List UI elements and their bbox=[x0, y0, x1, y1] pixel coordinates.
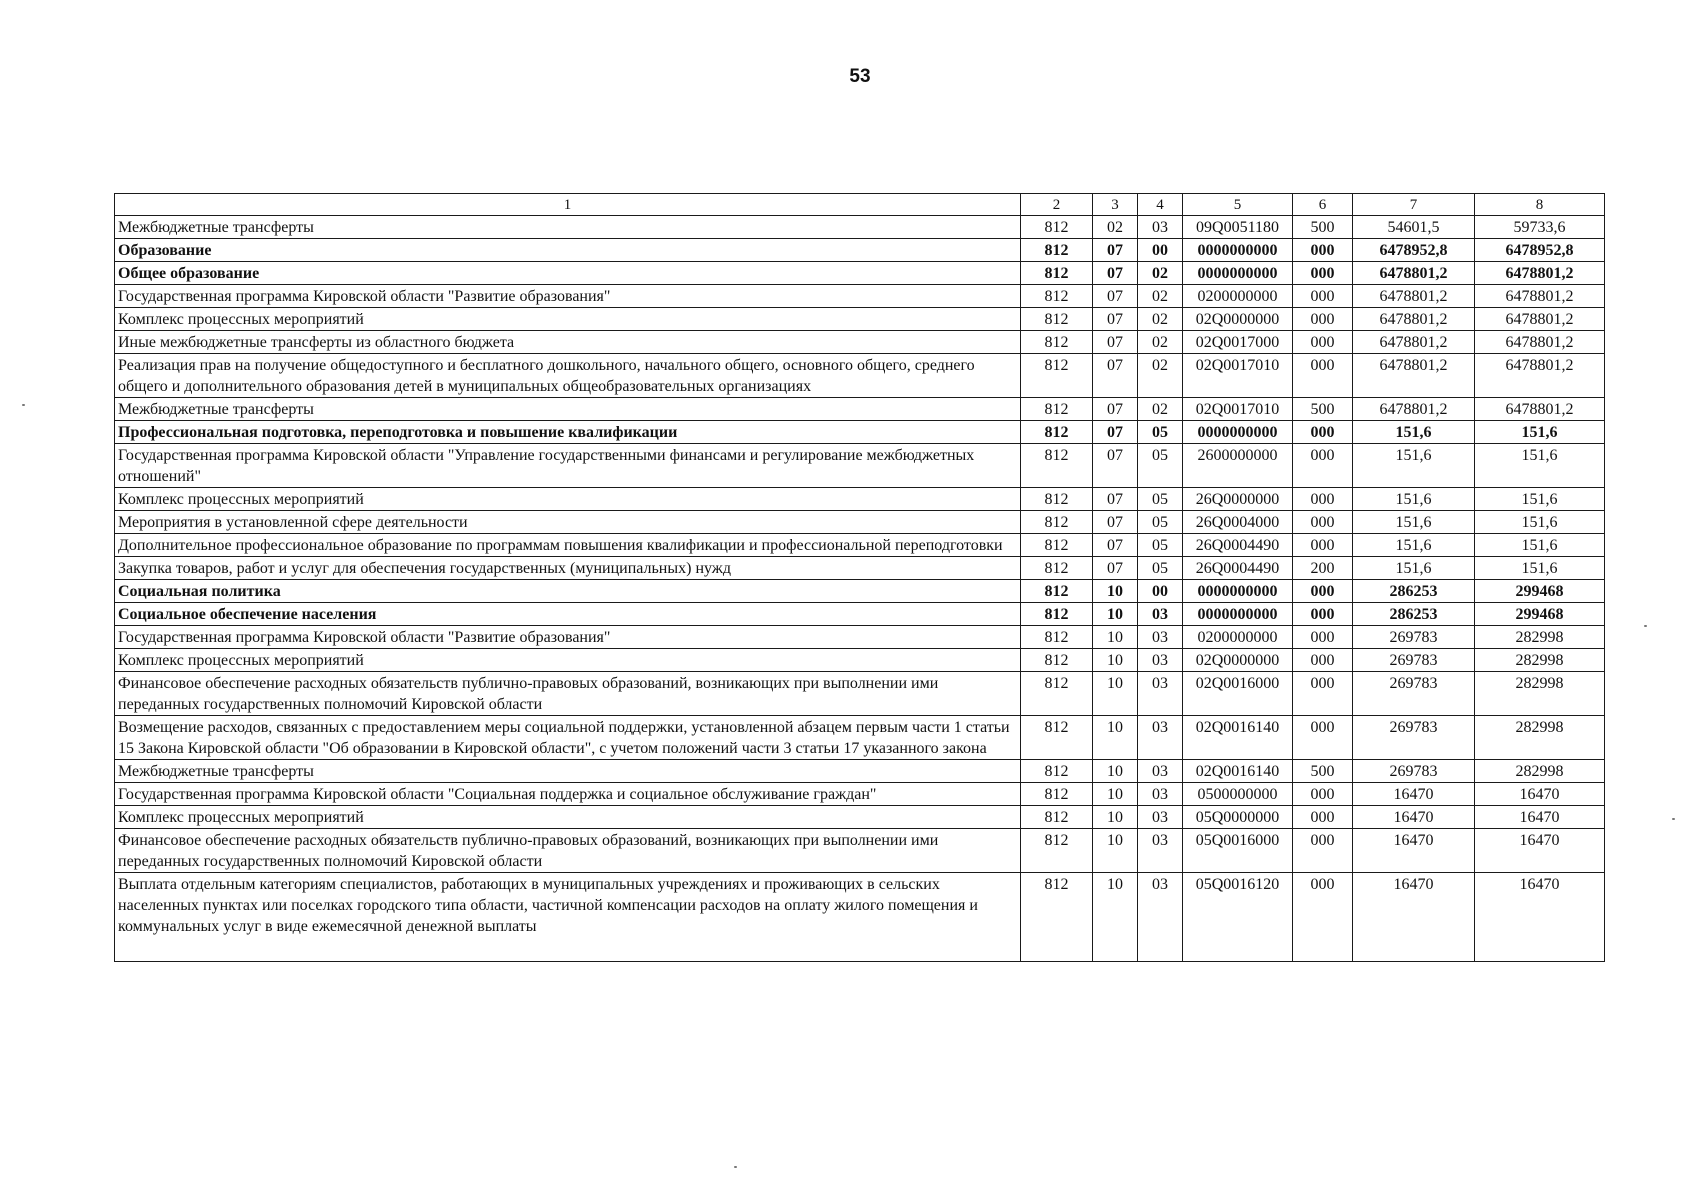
table-row bbox=[115, 421, 1605, 444]
row-value-cell-3: 07 bbox=[1093, 239, 1138, 262]
row-value-cell-3: 07 bbox=[1093, 557, 1138, 580]
row-value-cell-5: 0200000000 bbox=[1183, 285, 1293, 308]
row-value-cell-2: 812 bbox=[1021, 783, 1093, 806]
table-header-row bbox=[115, 194, 1605, 216]
table-row bbox=[115, 806, 1605, 829]
row-name-cell: Иные межбюджетные трансферты из областного бюджета bbox=[115, 331, 1021, 354]
row-value-cell-8: 151,6 bbox=[1475, 511, 1605, 534]
row-value-cell-2: 812 bbox=[1021, 444, 1093, 488]
row-name-cell: Комплекс процессных мероприятий bbox=[115, 308, 1021, 331]
row-value-cell-5: 0000000000 bbox=[1183, 580, 1293, 603]
row-value-cell-2: 812 bbox=[1021, 216, 1093, 239]
row-value-cell-6: 000 bbox=[1293, 444, 1353, 488]
row-value-cell-3: 07 bbox=[1093, 488, 1138, 511]
row-value-cell-5: 02Q0017010 bbox=[1183, 398, 1293, 421]
row-value-cell-7: 16470 bbox=[1353, 829, 1475, 873]
row-value-cell-5: 2600000000 bbox=[1183, 444, 1293, 488]
row-value-cell-5: 0000000000 bbox=[1183, 239, 1293, 262]
table-row bbox=[115, 285, 1605, 308]
row-value-cell-5: 02Q0000000 bbox=[1183, 649, 1293, 672]
row-value-cell-7: 16470 bbox=[1353, 783, 1475, 806]
row-value-cell-6: 000 bbox=[1293, 716, 1353, 760]
row-value-cell-2: 812 bbox=[1021, 829, 1093, 873]
row-value-cell-8: 282998 bbox=[1475, 716, 1605, 760]
table-row bbox=[115, 829, 1605, 873]
row-value-cell-3: 07 bbox=[1093, 285, 1138, 308]
row-value-cell-3: 07 bbox=[1093, 398, 1138, 421]
row-value-cell-2: 812 bbox=[1021, 603, 1093, 626]
row-value-cell-5: 26Q0000000 bbox=[1183, 488, 1293, 511]
row-value-cell-5: 26Q0004490 bbox=[1183, 534, 1293, 557]
row-value-cell-6: 500 bbox=[1293, 216, 1353, 239]
row-value-cell-7: 269783 bbox=[1353, 626, 1475, 649]
header-cell-6: 6 bbox=[1293, 194, 1353, 216]
row-value-cell-3: 07 bbox=[1093, 421, 1138, 444]
header-cell-8: 8 bbox=[1475, 194, 1605, 216]
scan-speck bbox=[734, 1166, 737, 1168]
row-value-cell-2: 812 bbox=[1021, 649, 1093, 672]
row-value-cell-7: 151,6 bbox=[1353, 421, 1475, 444]
row-value-cell-5: 0000000000 bbox=[1183, 603, 1293, 626]
row-value-cell-2: 812 bbox=[1021, 354, 1093, 398]
header-cell-4: 4 bbox=[1138, 194, 1183, 216]
table-row bbox=[115, 716, 1605, 760]
budget-table bbox=[114, 193, 1605, 962]
row-value-cell-2: 812 bbox=[1021, 285, 1093, 308]
row-value-cell-7: 286253 bbox=[1353, 580, 1475, 603]
row-value-cell-4: 03 bbox=[1138, 649, 1183, 672]
row-value-cell-8: 282998 bbox=[1475, 649, 1605, 672]
row-value-cell-4: 03 bbox=[1138, 216, 1183, 239]
row-value-cell-2: 812 bbox=[1021, 331, 1093, 354]
row-name-cell: Выплата отдельным категориям специалистов, работающих в муниципальных учреждениях и проживающих в сельских населенных пунктах или поселках городского типа области, частичной компенсации расходов на оплату жилого помещения и коммунальных услуг в виде ежемесячной денежной выплаты bbox=[115, 873, 1021, 962]
row-value-cell-2: 812 bbox=[1021, 760, 1093, 783]
row-value-cell-5: 0500000000 bbox=[1183, 783, 1293, 806]
row-value-cell-7: 16470 bbox=[1353, 873, 1475, 962]
row-name-cell: Комплекс процессных мероприятий bbox=[115, 806, 1021, 829]
header-cell-2: 2 bbox=[1021, 194, 1093, 216]
row-name-cell: Мероприятия в установленной сфере деятельности bbox=[115, 511, 1021, 534]
table-row bbox=[115, 444, 1605, 488]
page-number: 53 bbox=[849, 66, 871, 87]
row-value-cell-8: 16470 bbox=[1475, 873, 1605, 962]
row-value-cell-5: 02Q0017000 bbox=[1183, 331, 1293, 354]
row-value-cell-7: 6478801,2 bbox=[1353, 354, 1475, 398]
row-value-cell-5: 05Q0016120 bbox=[1183, 873, 1293, 962]
row-name-cell: Финансовое обеспечение расходных обязательств публично-правовых образований, возникающих при выполнении ими переданных государственных полномочий Кировской области bbox=[115, 672, 1021, 716]
row-value-cell-6: 000 bbox=[1293, 783, 1353, 806]
row-value-cell-7: 54601,5 bbox=[1353, 216, 1475, 239]
row-value-cell-5: 02Q0016000 bbox=[1183, 672, 1293, 716]
row-value-cell-7: 269783 bbox=[1353, 716, 1475, 760]
row-value-cell-4: 05 bbox=[1138, 421, 1183, 444]
table-row bbox=[115, 239, 1605, 262]
row-value-cell-3: 02 bbox=[1093, 216, 1138, 239]
row-value-cell-4: 03 bbox=[1138, 760, 1183, 783]
row-name-cell: Финансовое обеспечение расходных обязательств публично-правовых образований, возникающих при выполнении ими переданных государственных полномочий Кировской области bbox=[115, 829, 1021, 873]
row-value-cell-8: 151,6 bbox=[1475, 444, 1605, 488]
row-value-cell-4: 02 bbox=[1138, 398, 1183, 421]
row-value-cell-4: 05 bbox=[1138, 444, 1183, 488]
table-row bbox=[115, 626, 1605, 649]
row-value-cell-4: 03 bbox=[1138, 829, 1183, 873]
row-value-cell-8: 151,6 bbox=[1475, 557, 1605, 580]
row-value-cell-5: 02Q0016140 bbox=[1183, 760, 1293, 783]
row-value-cell-6: 000 bbox=[1293, 331, 1353, 354]
row-value-cell-8: 299468 bbox=[1475, 603, 1605, 626]
table-row bbox=[115, 603, 1605, 626]
row-value-cell-3: 10 bbox=[1093, 829, 1138, 873]
row-value-cell-8: 282998 bbox=[1475, 760, 1605, 783]
row-value-cell-7: 151,6 bbox=[1353, 534, 1475, 557]
row-value-cell-6: 000 bbox=[1293, 511, 1353, 534]
row-value-cell-2: 812 bbox=[1021, 239, 1093, 262]
row-value-cell-8: 151,6 bbox=[1475, 488, 1605, 511]
row-value-cell-4: 02 bbox=[1138, 262, 1183, 285]
row-value-cell-3: 10 bbox=[1093, 580, 1138, 603]
row-value-cell-4: 03 bbox=[1138, 806, 1183, 829]
row-value-cell-2: 812 bbox=[1021, 557, 1093, 580]
row-value-cell-8: 16470 bbox=[1475, 806, 1605, 829]
table-row bbox=[115, 672, 1605, 716]
row-value-cell-7: 151,6 bbox=[1353, 444, 1475, 488]
table-row bbox=[115, 580, 1605, 603]
table-row bbox=[115, 331, 1605, 354]
row-value-cell-6: 000 bbox=[1293, 239, 1353, 262]
table-body bbox=[115, 194, 1605, 962]
row-value-cell-8: 282998 bbox=[1475, 672, 1605, 716]
table-row bbox=[115, 354, 1605, 398]
row-value-cell-3: 10 bbox=[1093, 760, 1138, 783]
row-value-cell-3: 10 bbox=[1093, 603, 1138, 626]
row-value-cell-3: 07 bbox=[1093, 331, 1138, 354]
row-name-cell: Дополнительное профессиональное образование по программам повышения квалификации и профессиональной переподготовки bbox=[115, 534, 1021, 557]
row-value-cell-2: 812 bbox=[1021, 716, 1093, 760]
row-name-cell: Закупка товаров, работ и услуг для обеспечения государственных (муниципальных) нужд bbox=[115, 557, 1021, 580]
row-value-cell-6: 000 bbox=[1293, 534, 1353, 557]
row-value-cell-6: 200 bbox=[1293, 557, 1353, 580]
row-value-cell-8: 6478952,8 bbox=[1475, 239, 1605, 262]
row-value-cell-5: 09Q0051180 bbox=[1183, 216, 1293, 239]
row-value-cell-3: 10 bbox=[1093, 783, 1138, 806]
row-value-cell-5: 05Q0000000 bbox=[1183, 806, 1293, 829]
row-value-cell-7: 269783 bbox=[1353, 672, 1475, 716]
row-value-cell-7: 151,6 bbox=[1353, 488, 1475, 511]
row-value-cell-4: 05 bbox=[1138, 534, 1183, 557]
row-value-cell-7: 151,6 bbox=[1353, 511, 1475, 534]
row-value-cell-3: 10 bbox=[1093, 716, 1138, 760]
row-value-cell-6: 000 bbox=[1293, 873, 1353, 962]
row-value-cell-5: 05Q0016000 bbox=[1183, 829, 1293, 873]
row-value-cell-2: 812 bbox=[1021, 672, 1093, 716]
row-name-cell: Социальное обеспечение населения bbox=[115, 603, 1021, 626]
row-value-cell-4: 00 bbox=[1138, 580, 1183, 603]
header-cell-5: 5 bbox=[1183, 194, 1293, 216]
row-value-cell-8: 59733,6 bbox=[1475, 216, 1605, 239]
row-value-cell-6: 000 bbox=[1293, 308, 1353, 331]
row-value-cell-6: 000 bbox=[1293, 649, 1353, 672]
row-value-cell-7: 6478801,2 bbox=[1353, 398, 1475, 421]
row-value-cell-3: 10 bbox=[1093, 672, 1138, 716]
row-value-cell-4: 03 bbox=[1138, 603, 1183, 626]
row-value-cell-6: 000 bbox=[1293, 603, 1353, 626]
row-value-cell-4: 05 bbox=[1138, 557, 1183, 580]
row-value-cell-7: 269783 bbox=[1353, 649, 1475, 672]
table-row bbox=[115, 873, 1605, 962]
row-value-cell-5: 02Q0017010 bbox=[1183, 354, 1293, 398]
row-value-cell-2: 812 bbox=[1021, 873, 1093, 962]
row-value-cell-2: 812 bbox=[1021, 806, 1093, 829]
row-value-cell-8: 282998 bbox=[1475, 626, 1605, 649]
row-name-cell: Комплекс процессных мероприятий bbox=[115, 488, 1021, 511]
row-value-cell-7: 269783 bbox=[1353, 760, 1475, 783]
table-row bbox=[115, 783, 1605, 806]
row-value-cell-6: 000 bbox=[1293, 829, 1353, 873]
row-name-cell: Социальная политика bbox=[115, 580, 1021, 603]
row-value-cell-8: 151,6 bbox=[1475, 421, 1605, 444]
row-value-cell-3: 07 bbox=[1093, 534, 1138, 557]
row-value-cell-8: 6478801,2 bbox=[1475, 308, 1605, 331]
row-value-cell-7: 6478801,2 bbox=[1353, 285, 1475, 308]
table-row bbox=[115, 398, 1605, 421]
row-value-cell-4: 03 bbox=[1138, 783, 1183, 806]
row-value-cell-2: 812 bbox=[1021, 626, 1093, 649]
table-row bbox=[115, 262, 1605, 285]
row-value-cell-8: 16470 bbox=[1475, 783, 1605, 806]
row-name-cell: Общее образование bbox=[115, 262, 1021, 285]
table-row bbox=[115, 760, 1605, 783]
row-value-cell-5: 26Q0004490 bbox=[1183, 557, 1293, 580]
row-value-cell-2: 812 bbox=[1021, 262, 1093, 285]
row-value-cell-5: 0000000000 bbox=[1183, 262, 1293, 285]
row-value-cell-8: 6478801,2 bbox=[1475, 285, 1605, 308]
row-value-cell-7: 6478801,2 bbox=[1353, 308, 1475, 331]
row-value-cell-6: 000 bbox=[1293, 262, 1353, 285]
row-value-cell-2: 812 bbox=[1021, 534, 1093, 557]
row-value-cell-8: 6478801,2 bbox=[1475, 262, 1605, 285]
scan-speck bbox=[22, 404, 25, 406]
row-value-cell-6: 000 bbox=[1293, 285, 1353, 308]
row-value-cell-7: 286253 bbox=[1353, 603, 1475, 626]
row-name-cell: Профессиональная подготовка, переподготовка и повышение квалификации bbox=[115, 421, 1021, 444]
row-value-cell-3: 10 bbox=[1093, 873, 1138, 962]
row-value-cell-6: 000 bbox=[1293, 580, 1353, 603]
row-value-cell-4: 03 bbox=[1138, 626, 1183, 649]
row-value-cell-4: 03 bbox=[1138, 672, 1183, 716]
row-name-cell: Межбюджетные трансферты bbox=[115, 760, 1021, 783]
table-row bbox=[115, 488, 1605, 511]
table-row bbox=[115, 649, 1605, 672]
row-value-cell-8: 6478801,2 bbox=[1475, 398, 1605, 421]
row-value-cell-3: 10 bbox=[1093, 649, 1138, 672]
row-value-cell-3: 10 bbox=[1093, 806, 1138, 829]
row-value-cell-3: 10 bbox=[1093, 626, 1138, 649]
row-value-cell-5: 02Q0016140 bbox=[1183, 716, 1293, 760]
table-row bbox=[115, 511, 1605, 534]
row-value-cell-2: 812 bbox=[1021, 488, 1093, 511]
row-value-cell-4: 00 bbox=[1138, 239, 1183, 262]
row-name-cell: Межбюджетные трансферты bbox=[115, 216, 1021, 239]
row-value-cell-3: 07 bbox=[1093, 444, 1138, 488]
row-value-cell-2: 812 bbox=[1021, 511, 1093, 534]
row-name-cell: Образование bbox=[115, 239, 1021, 262]
row-name-cell: Государственная программа Кировской области "Социальная поддержка и социальное обслуживание граждан" bbox=[115, 783, 1021, 806]
row-value-cell-7: 151,6 bbox=[1353, 557, 1475, 580]
row-value-cell-3: 07 bbox=[1093, 511, 1138, 534]
row-value-cell-5: 26Q0004000 bbox=[1183, 511, 1293, 534]
row-value-cell-4: 03 bbox=[1138, 716, 1183, 760]
header-cell-1: 1 bbox=[115, 194, 1021, 216]
row-value-cell-8: 6478801,2 bbox=[1475, 331, 1605, 354]
row-value-cell-5: 0000000000 bbox=[1183, 421, 1293, 444]
row-value-cell-6: 000 bbox=[1293, 806, 1353, 829]
row-value-cell-6: 000 bbox=[1293, 354, 1353, 398]
row-value-cell-7: 16470 bbox=[1353, 806, 1475, 829]
row-value-cell-6: 000 bbox=[1293, 672, 1353, 716]
row-name-cell: Межбюджетные трансферты bbox=[115, 398, 1021, 421]
row-value-cell-3: 07 bbox=[1093, 308, 1138, 331]
row-value-cell-3: 07 bbox=[1093, 262, 1138, 285]
row-value-cell-6: 000 bbox=[1293, 626, 1353, 649]
row-value-cell-2: 812 bbox=[1021, 580, 1093, 603]
row-name-cell: Возмещение расходов, связанных с предоставлением меры социальной поддержки, установленной абзацем первым части 1 статьи 15 Закона Кировской области "Об образовании в Кировской области", с учетом положений части 3 статьи 17 указанного закона bbox=[115, 716, 1021, 760]
row-value-cell-3: 07 bbox=[1093, 354, 1138, 398]
row-name-cell: Государственная программа Кировской области "Управление государственными финансами и регулирование межбюджетных отношений" bbox=[115, 444, 1021, 488]
row-value-cell-5: 02Q0000000 bbox=[1183, 308, 1293, 331]
row-value-cell-4: 05 bbox=[1138, 488, 1183, 511]
row-value-cell-6: 000 bbox=[1293, 488, 1353, 511]
row-value-cell-7: 6478801,2 bbox=[1353, 331, 1475, 354]
row-name-cell: Реализация прав на получение общедоступного и бесплатного дошкольного, начального общего, основного общего, среднего общего и дополнительного образования детей в муниципальных общеобразовательных организациях bbox=[115, 354, 1021, 398]
row-value-cell-2: 812 bbox=[1021, 398, 1093, 421]
table-row bbox=[115, 557, 1605, 580]
row-value-cell-6: 500 bbox=[1293, 760, 1353, 783]
row-value-cell-4: 02 bbox=[1138, 285, 1183, 308]
table-row bbox=[115, 308, 1605, 331]
row-value-cell-4: 02 bbox=[1138, 308, 1183, 331]
header-cell-3: 3 bbox=[1093, 194, 1138, 216]
row-value-cell-6: 000 bbox=[1293, 421, 1353, 444]
table-row bbox=[115, 216, 1605, 239]
scan-speck bbox=[1644, 625, 1647, 627]
row-value-cell-6: 500 bbox=[1293, 398, 1353, 421]
row-value-cell-4: 02 bbox=[1138, 354, 1183, 398]
row-name-cell: Государственная программа Кировской области "Развитие образования" bbox=[115, 626, 1021, 649]
scan-speck bbox=[1672, 818, 1675, 820]
row-value-cell-4: 03 bbox=[1138, 873, 1183, 962]
row-value-cell-8: 16470 bbox=[1475, 829, 1605, 873]
header-cell-7: 7 bbox=[1353, 194, 1475, 216]
row-value-cell-2: 812 bbox=[1021, 308, 1093, 331]
row-value-cell-8: 151,6 bbox=[1475, 534, 1605, 557]
row-value-cell-4: 05 bbox=[1138, 511, 1183, 534]
row-value-cell-7: 6478952,8 bbox=[1353, 239, 1475, 262]
row-name-cell: Комплекс процессных мероприятий bbox=[115, 649, 1021, 672]
row-name-cell: Государственная программа Кировской области "Развитие образования" bbox=[115, 285, 1021, 308]
row-value-cell-2: 812 bbox=[1021, 421, 1093, 444]
row-value-cell-8: 299468 bbox=[1475, 580, 1605, 603]
row-value-cell-7: 6478801,2 bbox=[1353, 262, 1475, 285]
row-value-cell-8: 6478801,2 bbox=[1475, 354, 1605, 398]
table-row bbox=[115, 534, 1605, 557]
row-value-cell-4: 02 bbox=[1138, 331, 1183, 354]
row-value-cell-5: 0200000000 bbox=[1183, 626, 1293, 649]
